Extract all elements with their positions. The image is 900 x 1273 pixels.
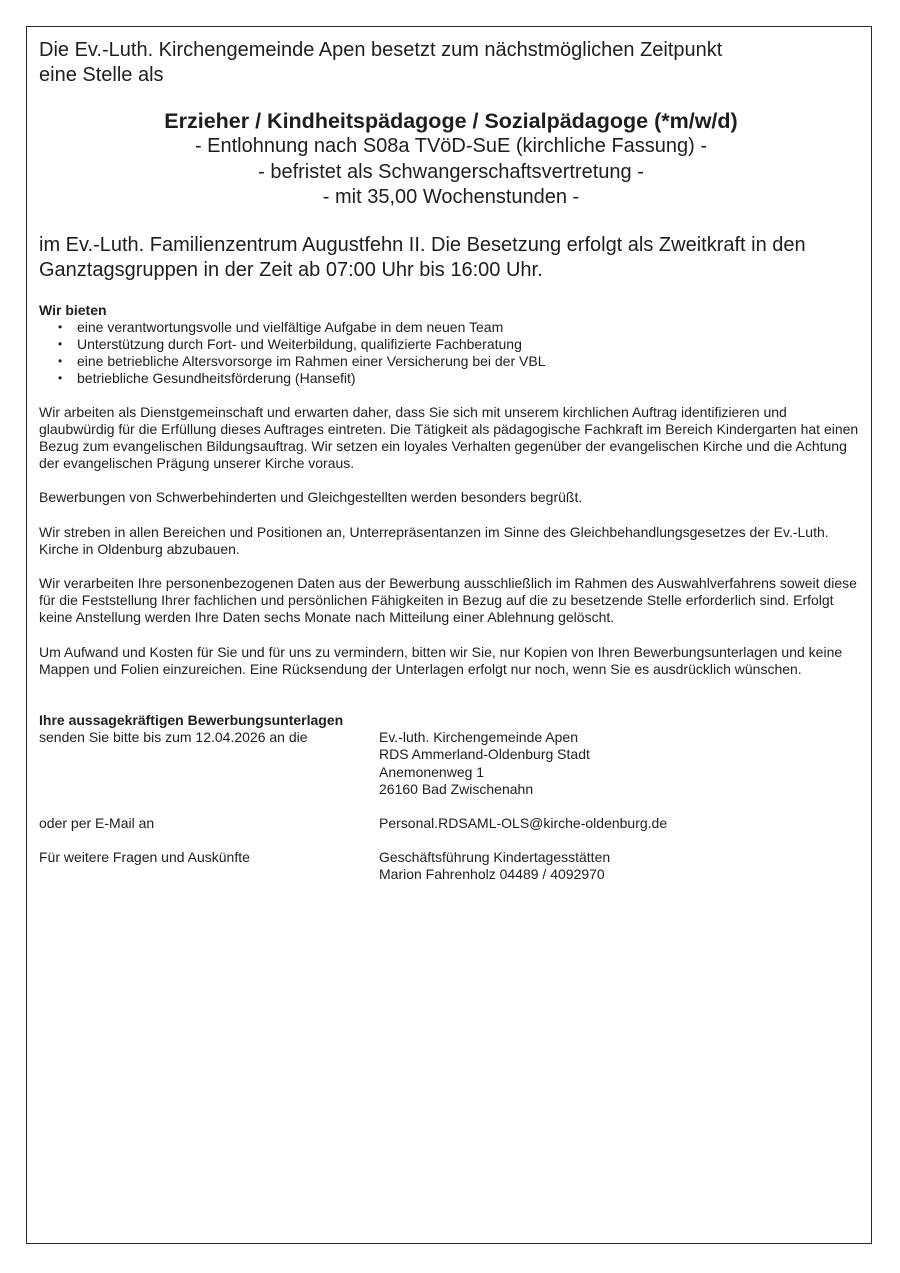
contact-row-postal (39, 729, 863, 798)
postal-address (379, 729, 863, 798)
bullet-icon: • (58, 353, 63, 368)
paragraph-disability: Bewerbungen von Schwerbehinderten und Gleichgestellten werden besonders begrüßt. (39, 489, 583, 506)
contact-department: Geschäftsführung Kindertagesstätten (379, 849, 611, 866)
bullet-icon: • (58, 336, 63, 351)
offer-item (58, 319, 863, 336)
paragraph-equality: Wir streben in allen Bereichen und Positionen an, Unterrepräsentanzen im Sinne des Gleichbehandlungsgesetzes der Ev.-Luth. Kirche in Oldenburg abzubauen. (39, 523, 829, 557)
offer-item (58, 353, 863, 370)
offer-text: eine verantwortungsvolle und vielfältige Aufgabe in dem neuen Team (77, 318, 504, 335)
bullet-icon: • (58, 319, 63, 334)
offer-text: Unterstützung durch Fort- und Weiterbildung, qualifizierte Fachberatung (77, 335, 522, 352)
job-title: Erzieher / Kindheitspädagoge / Sozialpädagoge (*m/w/d) (164, 109, 738, 133)
offer-item (58, 370, 863, 387)
contract-type: - befristet als Schwangerschaftsvertretung - (258, 160, 644, 183)
contact-person-phone: Marion Fahrenholz 04489 / 4092970 (379, 866, 605, 883)
address-line: Anemonenweg 1 (379, 763, 485, 780)
offer-text: eine betriebliche Altersvorsorge im Rahmen einer Versicherung bei der VBL (77, 352, 546, 369)
contact-label: senden Sie bitte bis zum 12.04.2026 an die (39, 729, 308, 746)
contact-heading: Ihre aussagekräftigen Bewerbungsunterlagen (39, 711, 344, 728)
paragraph-community: Wir arbeiten als Dienstgemeinschaft und erwarten daher, dass Sie sich mit unserem kirchlichen Auftrag identifizieren und glaubwürdig für die Erfüllung dieses Auftrages eintreten. Die Tätigkeit als pädagogische Fachkraft im Bereich Kindergarten hat einen Bezug zum evangelischen Bildungsauftrag. Wir setzen ein loyales Verhalten gegenüber der evangelischen Kirche und die Achtung der evangelischen Prägung unserer Kirche voraus. (39, 403, 859, 472)
email-address (379, 815, 863, 832)
intro-text (39, 38, 863, 88)
address-line: Ev.-luth. Kirchengemeinde Apen (379, 729, 578, 746)
bullet-icon: • (58, 370, 63, 385)
offers-list (39, 319, 863, 387)
salary-info: - Entlohnung nach S08a TVöD-SuE (kirchliche Fassung) - (194, 135, 708, 157)
job-title-block (39, 108, 863, 211)
intro-line: Die Ev.-Luth. Kirchengemeinde Apen besetzt zum nächstmöglichen Zeitpunkt (39, 39, 723, 61)
contact-row-inquiries (39, 849, 863, 883)
contact-label: Für weitere Fragen und Auskünfte (39, 849, 250, 866)
paragraph-documents: Um Aufwand und Kosten für Sie und für uns zu vermindern, bitten wir Sie, nur Kopien von Ihren Bewerbungsunterlagen und keine Mappen und Folien einzureichen. Eine Rücksendung der Unterlagen erfolgt nur noch, wenn Sie es ausdrücklich wünschen. (39, 643, 843, 677)
email-link[interactable]: Personal.RDSAML-OLS@kirche-oldenburg.de (379, 814, 668, 831)
application-contact (39, 712, 863, 884)
contact-row-email (39, 815, 863, 832)
intro-line: eine Stelle als (39, 64, 164, 86)
offer-item (58, 336, 863, 353)
address-line: RDS Ammerland-Oldenburg Stadt (379, 746, 590, 763)
weekly-hours: - mit 35,00 Wochenstunden - (322, 186, 580, 208)
paragraph-data-protection: Wir verarbeiten Ihre personenbezogenen Daten aus der Bewerbung ausschließlich im Rahmen des Auswahlverfahrens soweit diese für die Feststellung Ihrer fachlichen und persönlichen Fähigkeiten in Bezug auf die zu besetzende Stelle erforderlich sind. Erfolgt keine Anstellung werden Ihre Daten sechs Monate nach Mitteilung einer Ablehnung gelöscht. (39, 574, 857, 626)
job-posting (39, 38, 863, 884)
inquiry-contact (379, 849, 863, 883)
offer-text: betriebliche Gesundheitsförderung (Hansefit) (77, 369, 356, 386)
workplace-description: im Ev.-Luth. Familienzentrum Augustfehn II. Die Besetzung erfolgt als Zweitkraft in den Ganztagsgruppen in der Zeit ab 07:00 Uhr bis 16:00 Uhr. (39, 233, 806, 281)
contact-label: oder per E-Mail an (39, 814, 155, 831)
address-line: 26160 Bad Zwischenahn (379, 780, 534, 797)
offers-heading: Wir bieten (39, 301, 107, 318)
